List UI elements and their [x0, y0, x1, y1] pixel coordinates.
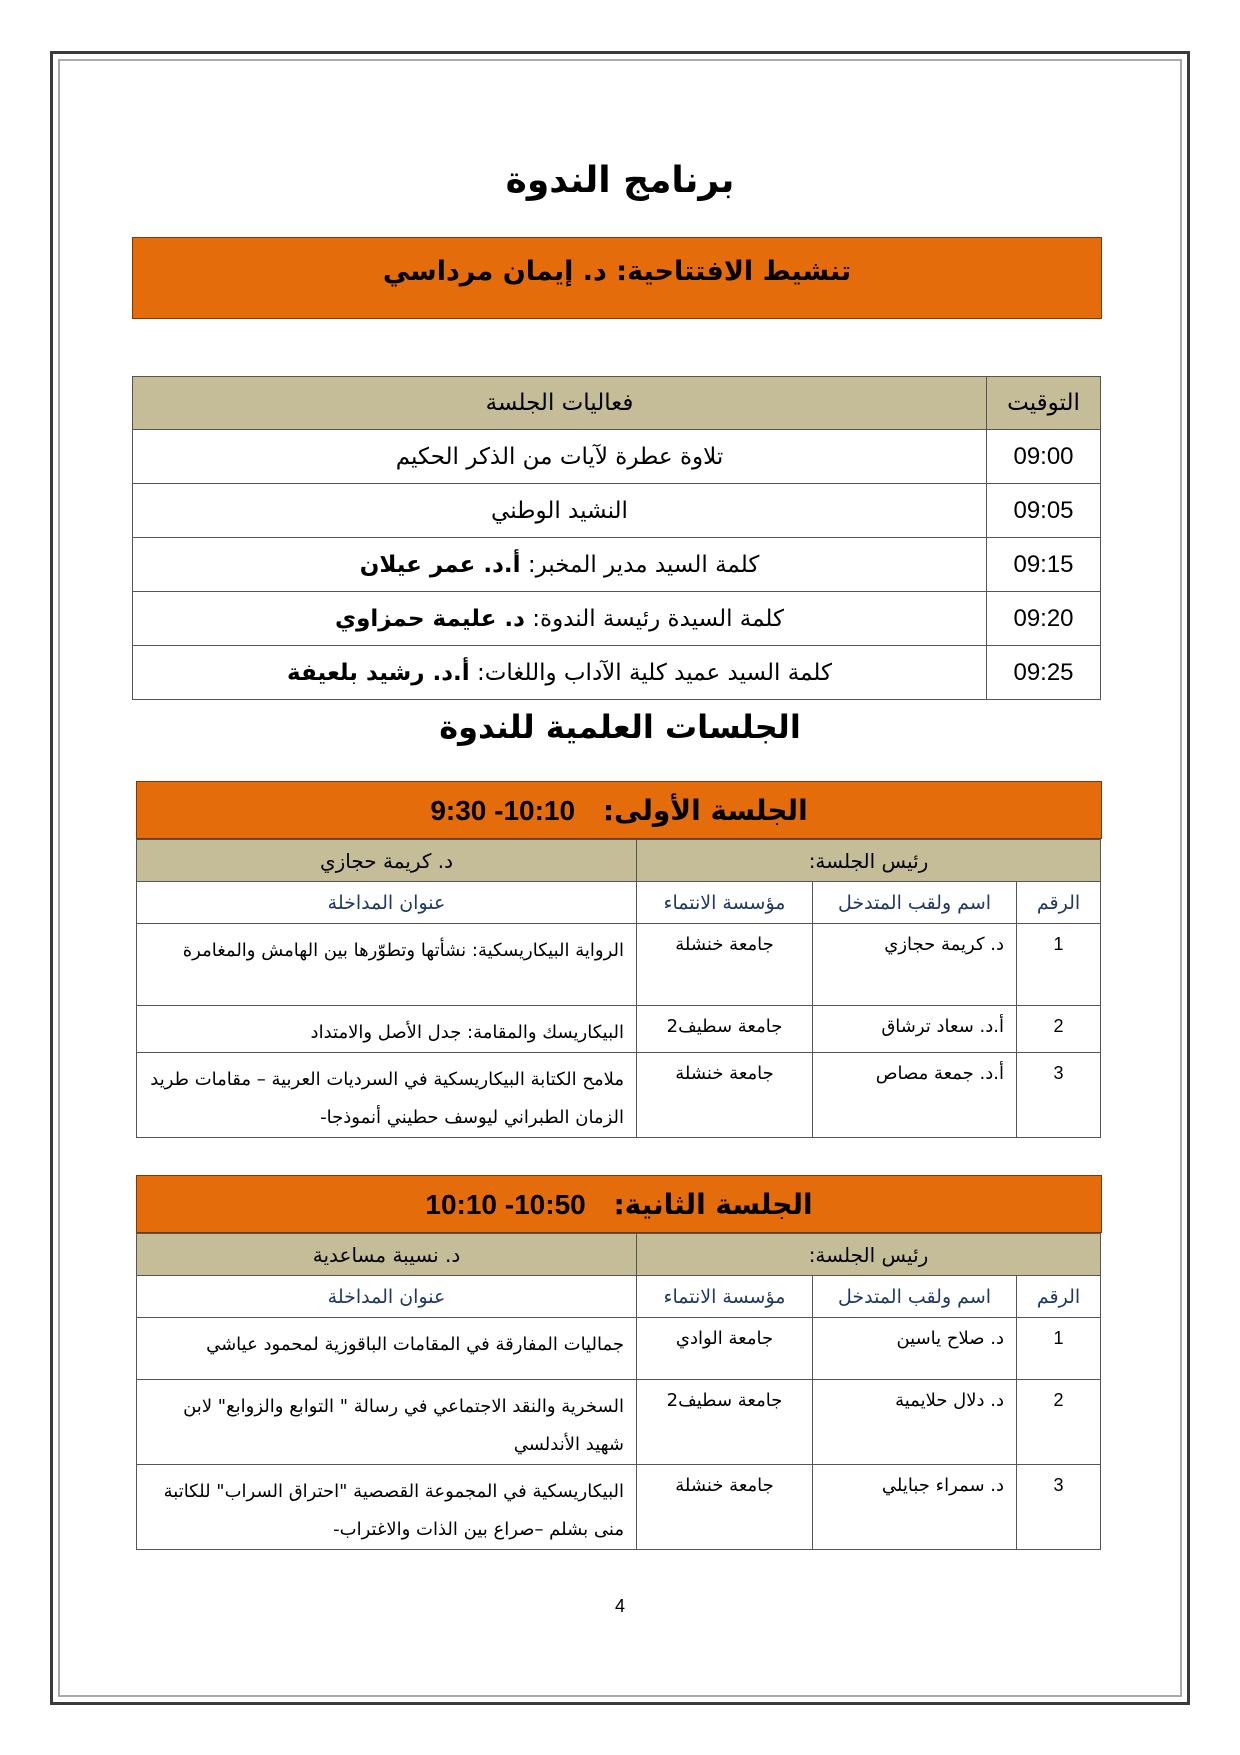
table-row: [137, 924, 1101, 1006]
institution: جامعة خنشلة: [637, 1053, 813, 1138]
session2-column-headers: [137, 1276, 1101, 1318]
schedule-row: [133, 430, 1101, 484]
session1-column-headers: [137, 882, 1101, 924]
title-header: عنوان المداخلة: [137, 882, 637, 924]
speaker-name: أ.د. جمعة مصاص: [813, 1053, 1017, 1138]
schedule-time: 09:00: [987, 430, 1101, 484]
schedule-row: [133, 484, 1101, 538]
institution: جامعة خنشلة: [637, 924, 813, 1006]
talk-title: البيكاريسك والمقامة: جدل الأصل والامتداد: [137, 1006, 637, 1053]
activity-header: فعاليات الجلسة: [133, 377, 987, 430]
schedule-time: 09:15: [987, 538, 1101, 592]
row-number: 1: [1017, 1318, 1101, 1380]
session1-chair-row: [137, 840, 1101, 882]
institution: جامعة خنشلة: [637, 1465, 813, 1550]
activity-text: كلمة السيد مدير المخبر:: [520, 551, 760, 578]
speaker-name: د. كريمة حجازي: [813, 924, 1017, 1006]
chair-label: رئيس الجلسة:: [637, 1234, 1101, 1276]
talk-title: جماليات المفارقة في المقامات الباقوزية لمحمود عياشي: [137, 1318, 637, 1380]
chair-label: رئيس الجلسة:: [637, 840, 1101, 882]
name-header: اسم ولقب المتدخل: [813, 1276, 1017, 1318]
sessions-section-title: الجلسات العلمية للندوة: [439, 708, 801, 746]
schedule-activity: [133, 646, 987, 700]
speaker-name: أ.د. سعاد ترشاق: [813, 1006, 1017, 1053]
num-header: الرقم: [1017, 1276, 1101, 1318]
opening-schedule-table: [132, 376, 1101, 700]
inst-header: مؤسسة الانتماء: [637, 882, 813, 924]
table-row: [137, 1380, 1101, 1465]
schedule-row: [133, 538, 1101, 592]
table-row: [137, 1053, 1101, 1138]
table-row: [137, 1318, 1101, 1380]
activity-text: تلاوة عطرة لآيات من الذكر الحكيم: [395, 443, 724, 470]
session1-times: 9:30 -10:10: [430, 795, 576, 826]
schedule-time: 09:05: [987, 484, 1101, 538]
session2-chair-row: [137, 1234, 1101, 1276]
institution: جامعة سطيف2: [637, 1006, 813, 1053]
title-header: عنوان المداخلة: [137, 1276, 637, 1318]
opening-banner: تنشيط الافتتاحية: د. إيمان مرداسي: [132, 237, 1102, 319]
row-number: 1: [1017, 924, 1101, 1006]
table-row: [137, 1006, 1101, 1053]
activity-text: كلمة السيدة رئيسة الندوة:: [524, 605, 784, 632]
schedule-activity: [133, 430, 987, 484]
talk-title: البيكاريسكية في المجموعة القصصية "احتراق السراب" للكاتبة منى بشلم –صراع بين الذات والاغتراب-: [137, 1465, 637, 1550]
schedule-activity: [133, 538, 987, 592]
talk-title: ملامح الكتابة البيكاريسكية في السرديات العربية – مقامات طريد الزمان الطبراني ليوسف حطيني أنموذجا-: [137, 1053, 637, 1138]
activity-text: النشيد الوطني: [491, 497, 628, 524]
session1-header: [136, 781, 1102, 839]
table-row: [137, 1465, 1101, 1550]
institution: جامعة سطيف2: [637, 1380, 813, 1465]
schedule-activity: [133, 484, 987, 538]
chair-name: د. كريمة حجازي: [137, 840, 637, 882]
schedule-time: 09:20: [987, 592, 1101, 646]
schedule-activity: [133, 592, 987, 646]
activity-text: كلمة السيد عميد كلية الآداب واللغات:: [469, 659, 832, 686]
name-header: اسم ولقب المتدخل: [813, 882, 1017, 924]
speaker-name: د. سمراء جبايلي: [813, 1465, 1017, 1550]
session1-table: [136, 839, 1101, 1138]
session2-label: الجلسة الثانية:: [613, 1188, 813, 1221]
speaker-name: أ.د. رشيد بلعيفة: [287, 659, 470, 686]
schedule-row: [133, 646, 1101, 700]
talk-title: الرواية البيكاريسكية: نشأتها وتطوّرها بين الهامش والمغامرة: [137, 924, 637, 1006]
page-title: برنامج الندوة: [505, 160, 735, 201]
session2-header: [136, 1175, 1102, 1233]
row-number: 3: [1017, 1465, 1101, 1550]
row-number: 3: [1017, 1053, 1101, 1138]
speaker-name: د. دلال حلايمية: [813, 1380, 1017, 1465]
talk-title: السخرية والنقد الاجتماعي في رسالة " التوابع والزوابع" لابن شهيد الأندلسي: [137, 1380, 637, 1465]
session1-label: الجلسة الأولى:: [602, 794, 808, 827]
speaker-name: د. عليمة حمزاوي: [334, 605, 525, 632]
session2-times: 10:10 -10:50: [425, 1189, 586, 1220]
session2-table: [136, 1233, 1101, 1550]
inst-header: مؤسسة الانتماء: [637, 1276, 813, 1318]
speaker-name: د. صلاح ياسين: [813, 1318, 1017, 1380]
time-header: التوقيت: [987, 377, 1101, 430]
schedule-time: 09:25: [987, 646, 1101, 700]
speaker-name: أ.د. عمر عيلان: [359, 551, 521, 578]
schedule-header-row: [133, 377, 1101, 430]
page-number: 4: [614, 1596, 625, 1616]
chair-name: د. نسيبة مساعدية: [137, 1234, 637, 1276]
row-number: 2: [1017, 1006, 1101, 1053]
institution: جامعة الوادي: [637, 1318, 813, 1380]
num-header: الرقم: [1017, 882, 1101, 924]
schedule-row: [133, 592, 1101, 646]
row-number: 2: [1017, 1380, 1101, 1465]
